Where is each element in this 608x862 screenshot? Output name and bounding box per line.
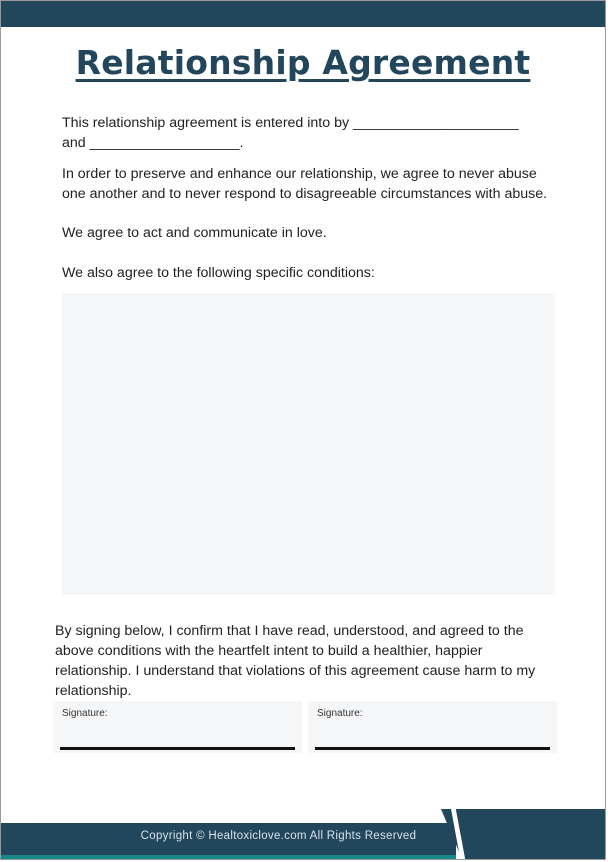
header-bar [1, 1, 605, 27]
footer-copyright: Copyright © Healtoxiclove.com All Rights Reserved [140, 830, 417, 842]
signature-line [60, 747, 295, 750]
signing-paragraph: By signing below, I confirm that I have read, understood, and agreed to the above conditions with the heartfelt intent to build a healthier, happier relationship. I understand that violations of this agreement cause harm to my relationship. [55, 623, 536, 699]
intro-line-2: and ___________________. [62, 135, 244, 151]
document-title: Relationship Agreement [75, 43, 531, 82]
signature-field-1[interactable] [53, 701, 302, 753]
preserve-paragraph: In order to preserve and enhance our relationship, we agree to never abuse one another and to never respond to disagreeable circumstances with abuse. [62, 166, 548, 202]
signature-label: Signature: [62, 708, 108, 719]
footer-teal-stripe [1, 855, 456, 860]
signature-line [315, 747, 550, 750]
intro-paragraph [62, 113, 552, 153]
signature-field-2[interactable] [308, 701, 557, 753]
love-paragraph: We agree to act and communicate in love. [62, 225, 327, 241]
signature-label: Signature: [317, 708, 363, 719]
conditions-heading: We also agree to the following specific conditions: [62, 265, 375, 281]
intro-line-1: This relationship agreement is entered into by _____________________ [62, 115, 519, 131]
conditions-field[interactable] [62, 293, 555, 595]
